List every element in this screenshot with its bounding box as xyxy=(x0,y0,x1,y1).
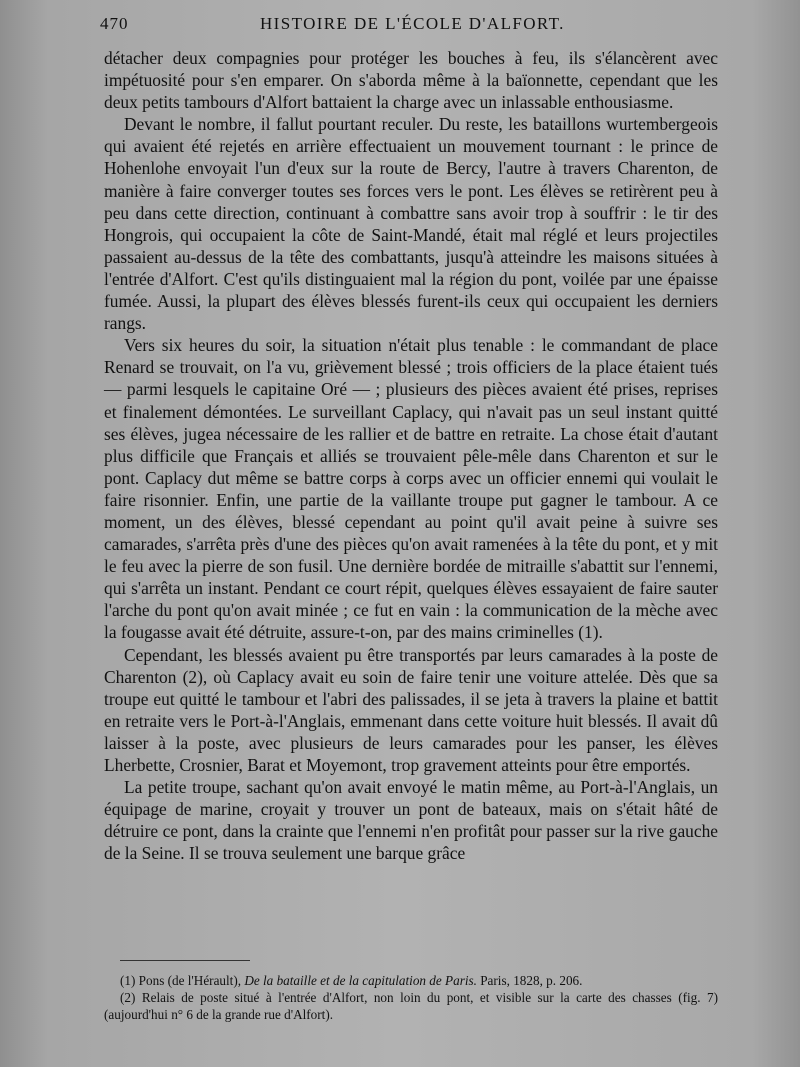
running-title: HISTOIRE DE L'ÉCOLE D'ALFORT. xyxy=(260,14,565,33)
paragraph: Vers six heures du soir, la situation n'était plus tenable : le commandant de place Renard se trouvait, on l'a vu, grièvement blessé ; trois officiers de la place étaient tués — parmi lesquels le capitaine Oré — ; plusieurs des pièces avaient été prises, reprises et finalement démontées. Le surveillant Caplacy, qui n'avait pas un seul instant quitté ses élèves, jugea nécessaire de les rallier et de battre en retraite. La chose était d'autant plus difficile que Français et alliés se trouvaient pêle-mêle dans Charenton et sur le pont. Caplacy dut même se battre corps à corps avec un officier ennemi qui voulait le faire risonnier. Enfin, une partie de la vaillante troupe put gagner le tambour. A ce moment, un des élèves, blessé cependant au point qu'il avait peine à suivre ses camarades, s'arrêta près d'une des pièces qu'on avait ramenées à la tête du pont, et y mit le feu avec la pierre de son fusil. Une dernière bordée de mitraille s'abattit sur l'ennemi, qui s'arrêta un instant. Pendant ce court répit, quelques élèves essayaient de faire sauter l'arche du pont qu'on avait minée ; ce fut en vain : la communication de la mèche avec la fougasse avait été détruite, assure-t-on, par des mains criminelles (1). xyxy=(104,335,718,643)
footnote-1-publication: Paris, 1828, p. 206. xyxy=(480,973,583,988)
paragraph: Cependant, les blessés avaient pu être transportés par leurs camarades à la poste de Charenton (2), où Caplacy avait eu soin de faire tenir une voiture attelée. Dès que sa troupe eut quitté le tambour et l'abri des palissades, il se jeta à travers la plaine et battit en retraite vers le Port-à-l'Anglais, emmenant dans cette voiture huit blessés. Il avait dû laisser à la poste, avec plusieurs de leurs camarades pour les panser, les élèves Lherbette, Crosnier, Barat et Moyemont, trop gravement atteints pour être emportés. xyxy=(104,644,718,775)
body-text xyxy=(104,47,718,864)
paragraph: La petite troupe, sachant qu'on avait envoyé le matin même, au Port-à-l'Anglais, un équipage de marine, croyait y trouver un pont de bateaux, mais on s'était hâté de détruire ce pont, dans la crainte que l'ennemi n'en profitât pour passer sur la rive gauche de la Seine. Il se trouva seulement une barque grâce xyxy=(104,777,718,864)
footnote-rule xyxy=(120,960,250,961)
paragraph: détacher deux compagnies pour protéger les bouches à feu, ils s'élancèrent avec impétuosité pour s'en emparer. On s'aborda même à la baïonnette, cependant que les deux petits tambours d'Alfort battaient la charge avec un inlassable enthousiasme. xyxy=(104,48,718,113)
footnote-1-title: De la bataille et de la capitulation de Paris. xyxy=(244,973,477,988)
page-header xyxy=(100,14,728,38)
page-number: 470 xyxy=(100,14,129,33)
paragraph: Devant le nombre, il fallut pourtant reculer. Du reste, les bataillons wurtembergeois qui avaient été rejetés en arrière effectuaient un mouvement tournant : le prince de Hohenlohe envoyait l'un d'eux sur la route de Bercy, l'autre à travers Charenton, de manière à faire converger toutes ses forces vers le pont. Les élèves se retirèrent peu à peu dans cette direction, continuant à combattre sans avoir trop à souffrir : le tir des Hongrois, qui occupaient la côte de Saint-Mandé, était mal réglé et leurs projectiles passaient au-dessus de la tête des combattants, jusqu'à atteindre les maisons situées à l'entrée d'Alfort. C'est qu'ils distinguaient mal la région du pont, voilée par une épaisse fumée. Aussi, la plupart des élèves blessés furent-ils ceux qui occupaient les derniers rangs. xyxy=(104,114,718,334)
footnote-2: (2) Relais de poste situé à l'entrée d'Alfort, non loin du pont, et visible sur la carte des chasses (fig. 7) (aujourd'hui n° 6 de la grande rue d'Alfort). xyxy=(104,990,718,1022)
footnote-1-author: (1) Pons (de l'Hérault), xyxy=(120,973,242,988)
footnotes xyxy=(104,972,718,1023)
footnote-1 xyxy=(104,972,718,989)
